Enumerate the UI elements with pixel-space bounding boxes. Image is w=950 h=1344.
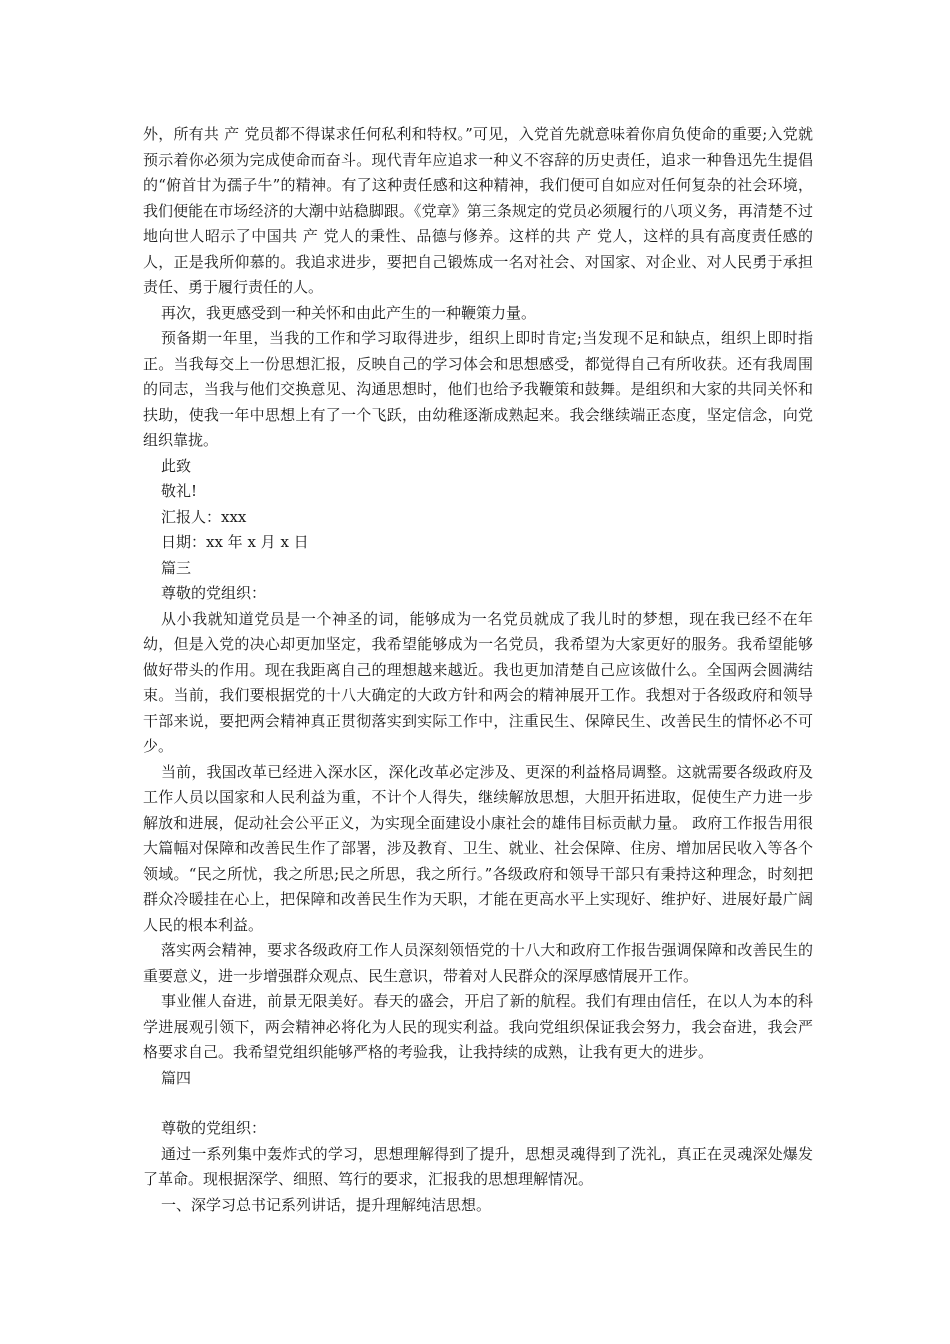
paragraph: 预备期一年里，当我的工作和学习取得进步，组织上即时肯定;当发现不足和缺点，组织上即时指正。当我每交上一份思想汇报，反映自己的学习体会和思想感受，都觉得自己有所收获。还有我周围的同志，当我与他们交换意见、沟通思想时，他们也给予我鞭策和鼓舞。是组织和大家的共同关怀和扶助，使我一年中思想上有了一个飞跃，由幼稚逐渐成熟起来。我会继续端正态度，坚定信念，向党组织靠拢。	[143, 329, 813, 449]
paragraph: 当前，我国改革已经进入深水区，深化改革必定涉及、更深的利益格局调整。这就需要各级政府及工作人员以国家和人民利益为重，不计个人得失，继续解放思想，大胆开拓进取，促使生产力进一步解放和进展，促动社会公平正义，为实现全面建设小康社会的雄伟目标贡献力量。 政府工作报告用很大篇幅对保障和改善民生作了部署，涉及教育、卫生、就业、社会保障、住房、增加居民收入等各个领域。“民之所忧，我之所思;民之所思，我之所行。”各级政府和领导干部只有秉持这种理念，时刻把群众冷暖挂在心上，把保障和改善民生作为天职，才能在更高水平上实现好、维护好、进展好最广阔人民的根本利益。	[143, 762, 813, 934]
blank-line	[143, 1091, 813, 1116]
section-heading: 篇三	[161, 558, 192, 577]
paragraph: 事业催人奋进，前景无限美好。春天的盛会，开启了新的航程。我们有理由信任，在以人为本的科学进展观引领下，两会精神必将化为人民的现实利益。我向党组织保证我会努力，我会奋进，我会严格要求自己。我希望党组织能够严格的考验我，让我持续的成熟，让我有更大的进步。	[143, 992, 813, 1061]
reporter-line: 汇报人：xxx	[161, 507, 247, 526]
paragraph-continuation: 外，所有共 产 党员都不得谋求任何私利和特权。”可见，入党首先就意味着你肩负使命的重要;入党就预示着你必须为完成使命而奋斗。现代青年应追求一种义不容辞的历史责任，追求一种鲁迅先生提倡的“俯首甘为孺子牛”的精神。有了这种责任感和这种精神，我们便可自如应对任何复杂的社会环境，我们便能在市场经济的大潮中站稳脚跟。《党章》第三条规定的党员必须履行的八项义务，再清楚不过地向世人昭示了中国共 产 党人的秉性、品德与修养。这样的共 产 党人，这样的具有高度责任感的人，正是我所仰慕的。我追求进步，要把自己锻炼成一名对社会、对国家、对企业、对人民勇于承担责任、勇于履行责任的人。	[143, 125, 813, 296]
paragraph: 落实两会精神，要求各级政府工作人员深刻领悟党的十八大和政府工作报告强调保障和改善民生的重要意义，进一步增强群众观点、民生意识，带着对人民群众的深厚感情展开工作。	[143, 941, 813, 985]
paragraph: 通过一系列集中轰炸式的学习，思想理解得到了提升，思想灵魂得到了洗礼，真正在灵魂深处爆发了革命。现根据深学、细照、笃行的要求，汇报我的思想理解情况。	[143, 1144, 813, 1188]
salutation: 尊敬的党组织：	[161, 584, 267, 602]
date-line: 日期：xx 年 x 月 x 日	[161, 533, 309, 551]
document-page	[143, 122, 813, 1218]
closing-salutation: 此致	[161, 456, 192, 475]
closing-regards: 敬礼!	[161, 482, 198, 500]
paragraph: 再次，我更感受到一种关怀和由此产生的一种鞭策力量。	[161, 303, 537, 322]
paragraph: 从小我就知道党员是一个神圣的词，能够成为一名党员就成了我儿时的梦想，现在我已经不在年幼，但是入党的决心却更加坚定，我希望能够成为一名党员，我希望为大家更好的服务。我希望能够做好带头的作用。现在我距离自己的理想越来越近。我也更加清楚自己应该做什么。全国两会圆满结束。当前，我们要根据党的十八大确定的大政方针和两会的精神展开工作。我想对于各级政府和领导干部来说，要把两会精神真正贯彻落实到实际工作中，注重民生、保障民生、改善民生的情怀必不可少。	[143, 609, 813, 755]
section-heading: 篇四	[161, 1068, 192, 1087]
salutation: 尊敬的党组织：	[161, 1119, 267, 1137]
subheading: 一、深学习总书记系列讲话，提升理解纯洁思想。	[161, 1195, 492, 1214]
